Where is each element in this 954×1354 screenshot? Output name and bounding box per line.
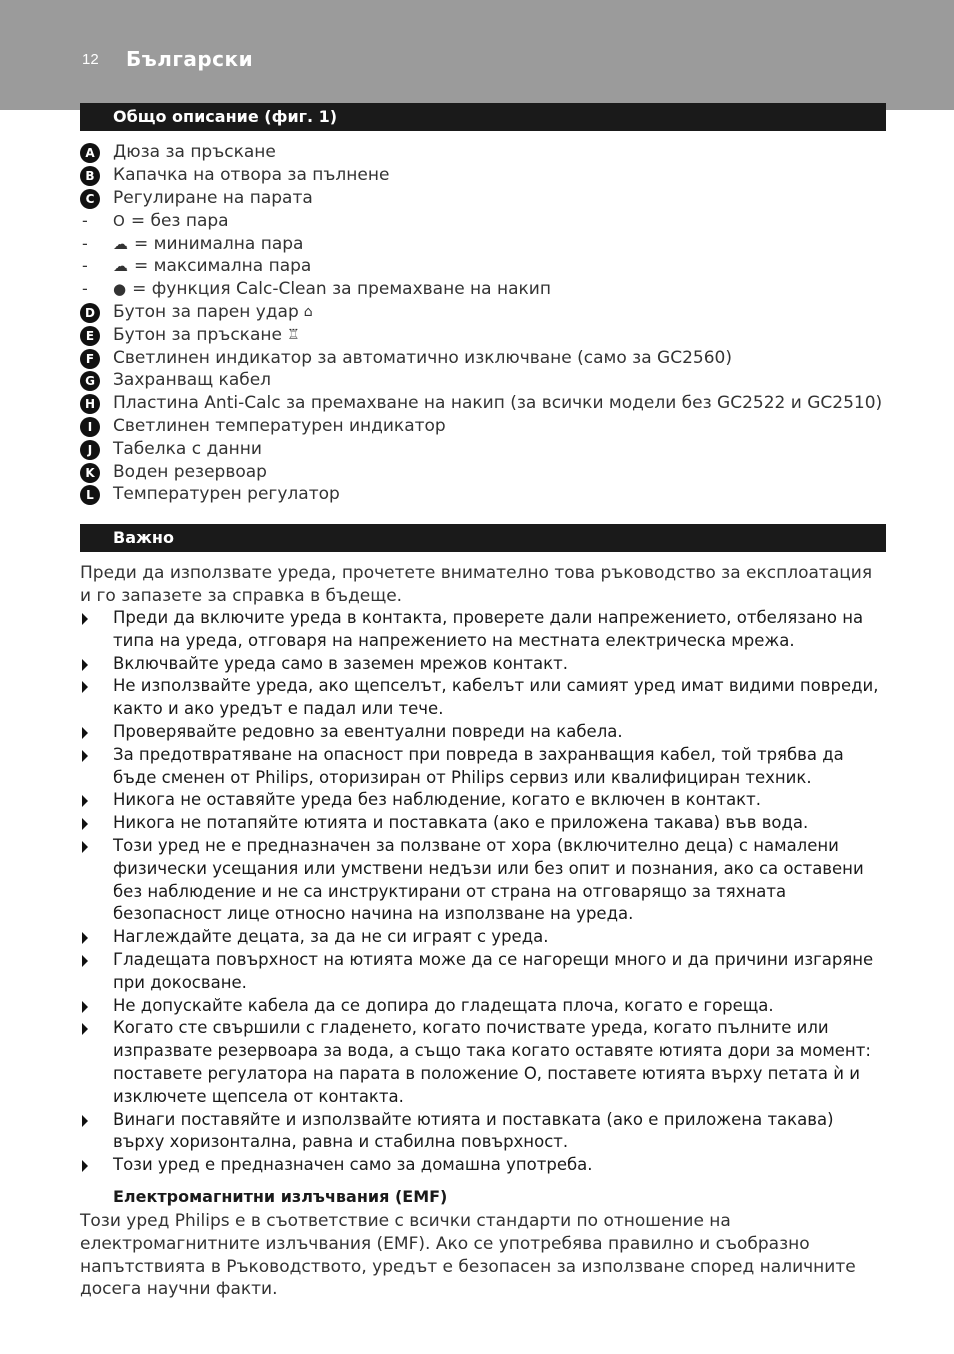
- letter-badge: F: [80, 349, 100, 369]
- bullet-triangle-icon: [82, 750, 88, 762]
- important-intro: Преди да използвате уреда, прочетете внимателно това ръководство за експлоатация и го запазете за справка в бъдеще.: [80, 563, 873, 606]
- bullet-triangle-icon: [82, 841, 88, 853]
- letter-badge: A: [80, 143, 100, 163]
- list-item: [80, 255, 886, 278]
- steam-setting-icon: ☁: [113, 234, 128, 253]
- letter-badge: C: [80, 189, 100, 209]
- bullet-text: Този уред не е предназначен за ползване от хора (включително деца) с намалени физически усещания или умствени недъзи или без опит и познания, ако са оставени без наблюдение и не са инструктирани от страна на отговарящо за тяхната безопасност лице относно начина на използване на уреда.: [113, 835, 864, 924]
- list-item: [80, 653, 886, 676]
- letter-badge: L: [80, 485, 100, 505]
- page-number: 12: [82, 51, 99, 68]
- button-symbol-icon: ⌂: [303, 303, 313, 320]
- list-item: [80, 1109, 886, 1155]
- list-item-text: = функция Calc-Clean за премахване на накип: [132, 279, 551, 300]
- bullet-triangle-icon: [82, 932, 88, 944]
- safety-bullet-list: [80, 607, 886, 1177]
- language-title: Български: [126, 47, 254, 71]
- list-item: [80, 460, 886, 483]
- list-item: [80, 346, 886, 369]
- list-item: [80, 607, 886, 653]
- bullet-text: Когато сте свършили с гладенето, когато почиствате уреда, когато пълните или изпразвате резервоара за вода, а също така когато оставяте ютията дори за момент: поставете регулатора на парата в положение O, поставете ютията върху петата ѝ и изключете щепсела от контакта.: [113, 1018, 871, 1106]
- bullet-triangle-icon: [82, 613, 88, 625]
- bullet-text: Този уред е предназначен само за домашна употреба.: [113, 1155, 593, 1175]
- letter-badge: J: [80, 440, 100, 460]
- list-item: [80, 369, 886, 392]
- bullet-triangle-icon: [82, 795, 88, 807]
- bullet-text: Винаги поставяйте и използвайте ютията и поставката (ако е приложена такава) върху хоризонтална, равна и стабилна повърхност.: [113, 1109, 834, 1152]
- steam-setting-icon: O: [113, 211, 125, 230]
- section-heading-important: Важно: [80, 524, 886, 552]
- list-item-text: Капачка на отвора за пълнене: [113, 165, 390, 186]
- list-item: [80, 278, 886, 301]
- bullet-triangle-icon: [82, 1115, 88, 1127]
- list-item: [80, 483, 886, 506]
- letter-badge: H: [80, 394, 100, 414]
- bullet-triangle-icon: [82, 659, 88, 671]
- list-item-text: Табелка с данни: [113, 438, 262, 459]
- dash-marker: -: [82, 256, 88, 276]
- list-item: [80, 675, 886, 721]
- button-symbol-icon: ♖: [286, 326, 300, 343]
- bullet-text: Никога не потапяйте ютията и поставката (ако е приложена такава) във вода.: [113, 813, 809, 833]
- bullet-text: Проверявайте редовно за евентуални повреди на кабела.: [113, 721, 623, 741]
- bullet-text: Включвайте уреда само в заземен мрежов контакт.: [113, 653, 568, 673]
- dash-marker: -: [82, 233, 88, 253]
- parts-list: [80, 141, 886, 506]
- list-item: [80, 995, 886, 1018]
- list-item: [80, 949, 886, 995]
- letter-badge: E: [80, 326, 100, 346]
- list-item-text: Захранващ кабел: [113, 370, 272, 391]
- list-item: [80, 437, 886, 460]
- steam-setting-icon: ●: [113, 280, 127, 299]
- bullet-triangle-icon: [82, 1160, 88, 1172]
- bullet-triangle-icon: [82, 1001, 88, 1013]
- bullet-triangle-icon: [82, 818, 88, 830]
- list-item-text: Светлинен температурен индикатор: [113, 415, 446, 436]
- bullet-text: За предотвратяване на опасност при повреда в захранващия кабел, той трябва да бъде сменен от Philips, оторизиран от Philips сервиз или квалифициран техник.: [113, 744, 844, 787]
- list-item: [80, 744, 886, 790]
- bullet-text: Гладещата повърхност на ютията може да се нагорещи много и да причини изгаряне при докосване.: [113, 949, 874, 992]
- steam-setting-icon: ☁: [113, 257, 128, 276]
- bullet-triangle-icon: [82, 1023, 88, 1035]
- list-item: [80, 232, 886, 255]
- letter-badge: D: [80, 303, 100, 323]
- list-item-text: Бутон за пръскане: [113, 324, 282, 345]
- list-item-text: Бутон за парен удар: [113, 301, 299, 322]
- list-item: [80, 187, 886, 210]
- list-item: [80, 209, 886, 232]
- bullet-text: Не използвайте уреда, ако щепселът, кабелът или самият уред имат видими повреди, както и ако уредът е падал или тече.: [113, 676, 879, 719]
- list-item-text: Воден резервоар: [113, 461, 267, 482]
- list-item: [80, 721, 886, 744]
- list-item: [80, 415, 886, 438]
- list-item: [80, 323, 886, 346]
- page-header: [0, 0, 954, 110]
- list-item-text: Светлинен индикатор за автоматично изключване (само за GC2560): [113, 347, 732, 368]
- bullet-triangle-icon: [82, 727, 88, 739]
- emf-heading: Електромагнитни излъчвания (EMF): [113, 1187, 448, 1206]
- dash-marker: -: [82, 210, 88, 230]
- bullet-triangle-icon: [82, 681, 88, 693]
- list-item-text: Регулиране на парата: [113, 187, 313, 208]
- list-item-text: = максимална пара: [134, 256, 312, 277]
- list-item: [80, 164, 886, 187]
- bullet-text: Никога не оставяйте уреда без наблюдение, когато е включен в контакт.: [113, 790, 762, 810]
- list-item-text: = минимална пара: [134, 233, 304, 254]
- dash-marker: -: [82, 279, 88, 299]
- list-item: [80, 301, 886, 324]
- list-item-text: Пластина Anti-Calc за премахване на накип (за всички модели без GC2522 и GC2510): [113, 393, 883, 414]
- list-item-text: Температурен регулатор: [113, 484, 340, 505]
- list-item-text: = без пара: [130, 210, 229, 231]
- emf-paragraph: Този уред Philips е в съответствие с всички стандарти по отношение на електромагнитните излъчвания (EMF). Ако се употребява правилно и съобразно напътствията в Ръководството, уредът е безопасен за използване според наличните досега научни факти.: [80, 1211, 856, 1300]
- bullet-text: Не допускайте кабела да се допира до гладещата плоча, когато е гореща.: [113, 995, 774, 1015]
- letter-badge: I: [80, 417, 100, 437]
- list-item: [80, 789, 886, 812]
- bullet-triangle-icon: [82, 955, 88, 967]
- list-item: [80, 1017, 886, 1108]
- letter-badge: G: [80, 371, 100, 391]
- list-item: [80, 141, 886, 164]
- section-heading-description: Общо описание (фиг. 1): [80, 103, 886, 131]
- list-item: [80, 812, 886, 835]
- list-item-text: Дюза за пръскане: [113, 142, 276, 163]
- letter-badge: B: [80, 166, 100, 186]
- list-item: [80, 835, 886, 926]
- list-item: [80, 926, 886, 949]
- list-item: [80, 392, 886, 415]
- bullet-text: Преди да включите уреда в контакта, проверете дали напрежението, отбелязано на типа на уреда, отговаря на напрежението на местната електрическа мрежа.: [113, 608, 864, 650]
- letter-badge: K: [80, 463, 100, 483]
- bullet-text: Наглеждайте децата, за да не си играят с уреда.: [113, 927, 549, 947]
- list-item: [80, 1154, 886, 1177]
